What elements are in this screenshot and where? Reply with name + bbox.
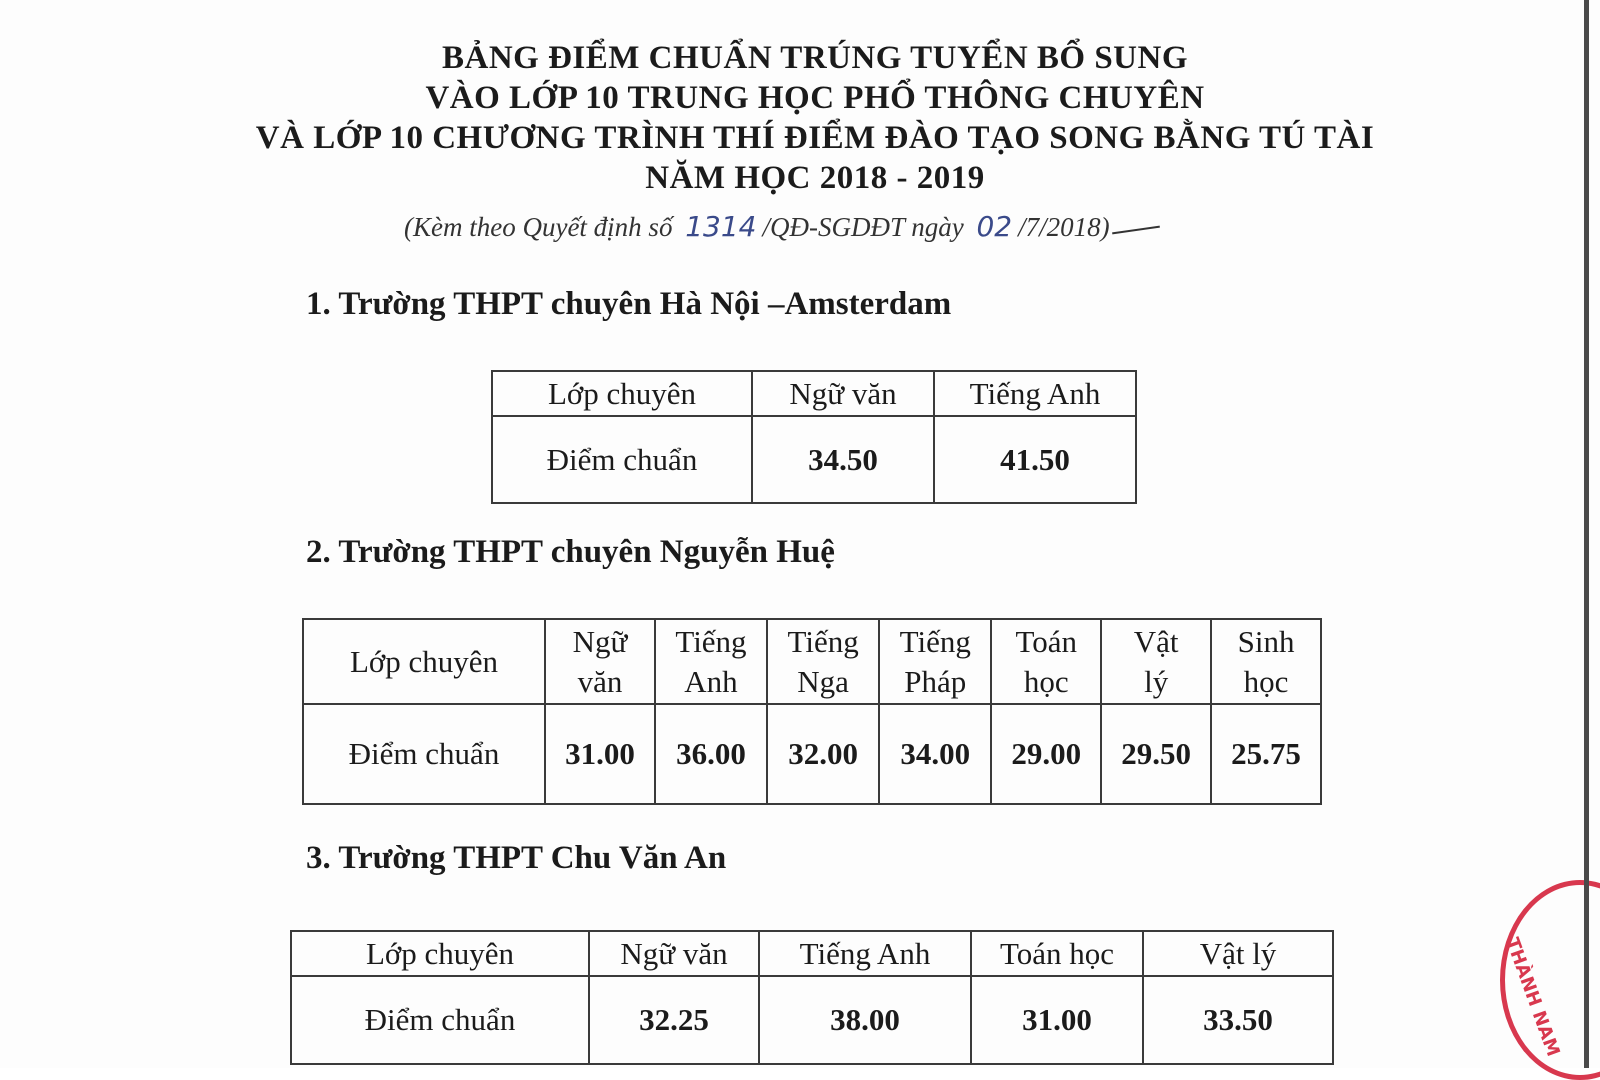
school-3-title: 3. Trường THPT Chu Văn An (306, 840, 727, 876)
score-cell: 31.00 (971, 976, 1143, 1064)
school-1-title: 1. Trường THPT chuyên Hà Nội –Amsterdam (306, 286, 952, 322)
header-line-3: VÀ LỚP 10 CHƯƠNG TRÌNH THÍ ĐIỂM ĐÀO TẠO SONG BẰNG TÚ TÀI (255, 120, 1375, 156)
score-cell: 29.50 (1101, 704, 1211, 804)
row-header-score: Điểm chuẩn (291, 976, 589, 1064)
subject-line: Sinh (1237, 623, 1295, 659)
subject-line: Vật (1133, 623, 1179, 659)
subject-cell: Tiếng Anh (934, 371, 1136, 416)
subject-cell (991, 619, 1101, 704)
row-header-score: Điểm chuẩn (303, 704, 545, 804)
subject-line: Toán (1015, 623, 1078, 659)
subject-line: Pháp (904, 663, 967, 699)
subject-cell: Vật lý (1143, 931, 1333, 976)
subject-cell: Toán học (971, 931, 1143, 976)
row-header-score: Điểm chuẩn (492, 416, 752, 503)
score-cell: 34.50 (752, 416, 934, 503)
page-edge-border (1584, 0, 1589, 1068)
subject-cell (879, 619, 991, 704)
header-line-1: BẢNG ĐIỂM CHUẨN TRÚNG TUYỂN BỔ SUNG (441, 40, 1189, 76)
subject-line: học (1243, 663, 1289, 699)
score-cell: 34.00 (879, 704, 991, 804)
decision-number: 1314 (685, 210, 757, 243)
row-header-class: Lớp chuyên (492, 371, 752, 416)
school-1-table (491, 370, 1137, 504)
subject-cell: Ngữ văn (752, 371, 934, 416)
table-row (303, 619, 1321, 704)
subject-cell (1211, 619, 1321, 704)
table-row (291, 976, 1333, 1064)
score-cell: 41.50 (934, 416, 1136, 503)
subject-cell: Tiếng Anh (759, 931, 971, 976)
decision-day: 02 (976, 210, 1013, 243)
table-row (303, 704, 1321, 804)
decision-prefix: (Kèm theo Quyết định số (404, 212, 673, 242)
score-cell: 33.50 (1143, 976, 1333, 1064)
subject-line: Nga (797, 663, 849, 699)
row-header-class: Lớp chuyên (303, 619, 545, 704)
subject-line: văn (577, 663, 623, 699)
score-cell: 32.00 (767, 704, 879, 804)
header-line-4: NĂM HỌC 2018 - 2019 (645, 160, 985, 196)
header-line-2: VÀO LỚP 10 TRUNG HỌC PHỔ THÔNG CHUYÊN (425, 80, 1205, 116)
subject-line: Ngữ (572, 623, 628, 659)
decision-suffix: /7/2018) (1018, 212, 1110, 242)
subject-line: Tiếng (899, 623, 971, 659)
stamp-text: THÀNH NAM (1501, 935, 1564, 1060)
table-row (492, 371, 1136, 416)
score-cell: 25.75 (1211, 704, 1321, 804)
school-2-title: 2. Trường THPT chuyên Nguyễn Huệ (306, 534, 835, 570)
subject-line: lý (1144, 663, 1169, 699)
table-row (492, 416, 1136, 503)
subject-line: Tiếng (787, 623, 859, 659)
subject-cell: Ngữ văn (589, 931, 759, 976)
subject-line: học (1023, 663, 1069, 699)
score-cell: 31.00 (545, 704, 655, 804)
score-cell: 38.00 (759, 976, 971, 1064)
subject-line: Tiếng (675, 623, 747, 659)
subject-cell (545, 619, 655, 704)
row-header-class: Lớp chuyên (291, 931, 589, 976)
school-2-table (302, 618, 1322, 805)
school-3-table (290, 930, 1334, 1065)
subject-cell (655, 619, 767, 704)
score-cell: 32.25 (589, 976, 759, 1064)
decision-reference (404, 210, 1160, 243)
document-header (0, 38, 1600, 198)
subject-line: Anh (684, 663, 738, 699)
decision-middle: /QĐ-SGDĐT ngày (762, 212, 964, 242)
subject-cell (767, 619, 879, 704)
signature-mark (1112, 225, 1160, 234)
subject-cell (1101, 619, 1211, 704)
table-row (291, 931, 1333, 976)
score-cell: 29.00 (991, 704, 1101, 804)
score-cell: 36.00 (655, 704, 767, 804)
